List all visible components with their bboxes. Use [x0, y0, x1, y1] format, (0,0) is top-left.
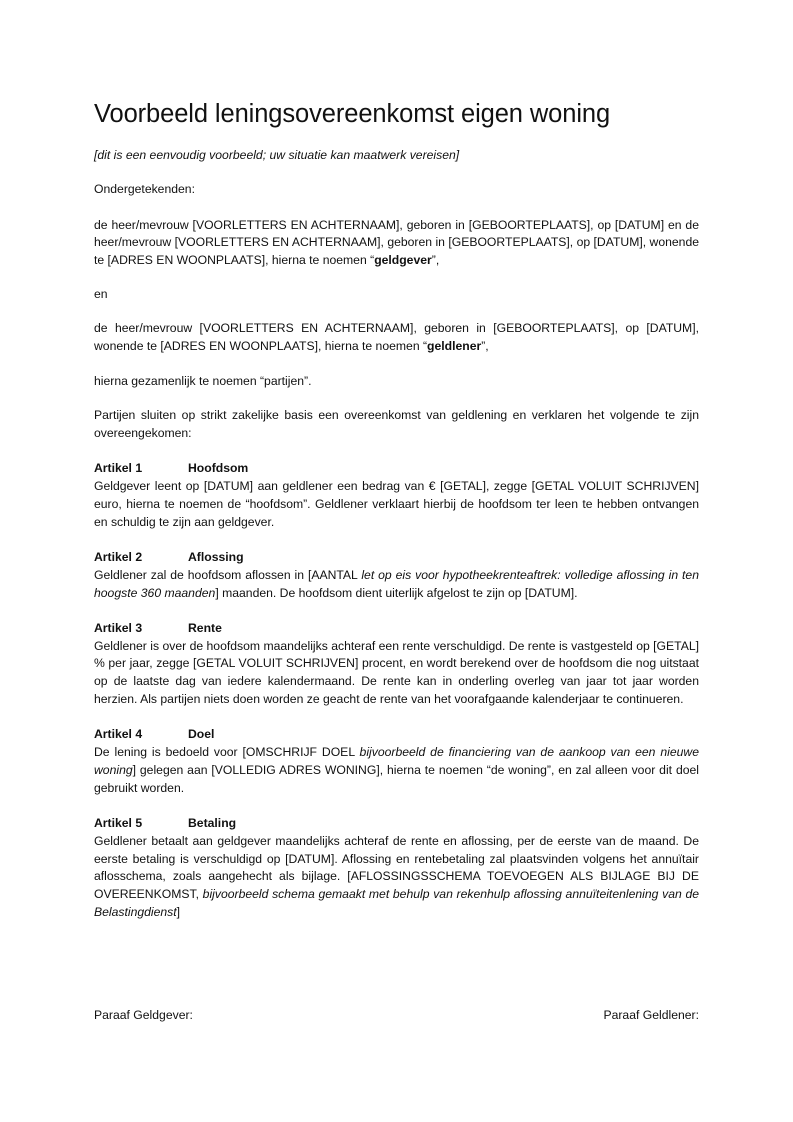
party-borrower-end: ”, — [481, 338, 489, 353]
party-lender-text: de heer/mevrouw [VOORLETTERS EN ACHTERNAAM], geboren in [GEBOORTEPLAATS], op [DATUM] en de heer/mevrouw [VOORLETTERS EN ACHTERNAAM], geboren in [GEBOORTEPLAATS], op [DATUM], wonende te [ADRES EN WOONPLAATS], hierna te noemen “ — [94, 217, 699, 268]
agreement-intro: Partijen sluiten op strikt zakelijke basis een overeenkomst van geldlening en verklaren het volgende te zijn overeengekomen: — [94, 408, 699, 440]
article-5-text-a: Geldlener betaalt aan geldgever maandelijks achteraf de rente en aflossing, per de eerste van de maand. De eerste betaling is verschuldigd op [DATUM]. Aflossing en rentebetaling zal plaatsvinden volgens het annuïtair aflosschema, zoals aangehecht als bijlage. [AFLOSSINGSSCHEMA TOEVOEGEN ALS BIJLAGE BIJ DE OVEREENKOMST, — [94, 833, 699, 902]
party-lender-paragraph — [94, 217, 699, 270]
party-lender-role: geldgever — [374, 253, 432, 268]
article-2-italic-note: let op eis voor hypotheekrenteaftrek: volledige aflossing in ten hoogste 360 maanden — [94, 567, 699, 600]
article-1-heading: Hoofdsom — [188, 461, 249, 476]
article-3-text: Geldlener is over de hoofdsom maandelijks achteraf een rente verschuldigd. De rente is vastgesteld op [GETAL] % per jaar, zegge [GETAL VOLUIT SCHRIJVEN] procent, en wordt berekend over de hoofdsom die nog uitstaat op de laatste dag van iedere kalendermaand. De rente kan in onderling overleg van jaar tot jaar worden herzien. Als partijen niets doen worden ze geacht de rente van het voorafgaande kalenderjaar te continueren. — [94, 638, 699, 707]
article-4-text-a: De lening is bedoeld voor [OMSCHRIJF DOEL — [94, 745, 360, 760]
document-title: Voorbeeld leningsovereenkomst eigen woning — [94, 100, 611, 128]
article-5 — [94, 815, 699, 922]
article-2 — [94, 549, 699, 602]
article-5-italic-note: bijvoorbeeld schema gemaakt met behulp van rekenhulp aflossing annuïteitenlening van de Belastingdienst — [94, 887, 699, 919]
disclaimer-note: [dit is een eenvoudig voorbeeld; uw situatie kan maatwerk vereisen] — [94, 148, 460, 162]
article-2-text-a: Geldlener zal de hoofdsom aflossen in [AANTAL — [94, 567, 362, 582]
article-5-header — [94, 815, 699, 833]
article-2-text — [94, 567, 699, 603]
article-4 — [94, 726, 699, 797]
article-2-number: Artikel 2 — [94, 549, 143, 564]
lender-initials-label: Paraaf Geldgever: — [94, 1008, 193, 1022]
party-borrower-role: geldlener — [427, 338, 482, 353]
article-5-text-b: ] — [176, 905, 181, 919]
article-5-number: Artikel 5 — [94, 816, 143, 831]
party-borrower-paragraph — [94, 320, 699, 356]
article-2-heading: Aflossing — [188, 549, 244, 564]
article-4-italic-note: bijvoorbeeld de financiering van de aankoop van een nieuwe woning — [94, 745, 699, 777]
document-body — [94, 96, 699, 922]
article-5-heading: Betaling — [188, 816, 237, 831]
article-4-text-b: ] gelegen aan [VOLLEDIG ADRES WONING], hierna te noemen “de woning”, en zal alleen voor dit doel gebruikt worden. — [94, 762, 699, 795]
party-borrower-text: de heer/mevrouw [VOORLETTERS EN ACHTERNAAM], geboren in [GEBOORTEPLAATS], op [DATUM], wonende te [ADRES EN WOONPLAATS], hierna te noemen “ — [94, 320, 699, 353]
article-4-number: Artikel 4 — [94, 727, 143, 742]
article-1-text: Geldgever leent op [DATUM] aan geldlener een bedrag van € [GETAL], zegge [GETAL VOLUIT SCHRIJVEN] euro, hierna te noemen de “hoofdsom”. Geldlener verklaart hierbij de hoofdsom ter leen te hebben ontvangen en schuldig te zijn aan geldgever. — [94, 479, 699, 529]
article-3-heading: Rente — [188, 620, 222, 635]
parties-definition: hierna gezamenlijk te noemen “partijen”. — [94, 374, 312, 389]
article-4-header — [94, 726, 699, 744]
article-4-heading: Doel — [188, 727, 215, 742]
article-1-header — [94, 460, 699, 478]
article-5-text — [94, 833, 699, 922]
and-conjunction: en — [94, 286, 108, 301]
article-3 — [94, 620, 699, 709]
article-4-text — [94, 744, 699, 797]
signature-row — [94, 1007, 699, 1025]
article-3-number: Artikel 3 — [94, 620, 143, 635]
article-1 — [94, 460, 699, 531]
article-2-header — [94, 549, 699, 567]
article-1-number: Artikel 1 — [94, 461, 143, 476]
article-3-header — [94, 620, 699, 638]
article-2-text-b: ] maanden. De hoofdsom dient uiterlijk afgelost te zijn op [DATUM]. — [215, 585, 578, 600]
party-lender-end: ”, — [431, 253, 440, 268]
undersigned-label: Ondergetekenden: — [94, 181, 195, 196]
borrower-initials-label: Paraaf Geldlener: — [603, 1008, 699, 1022]
